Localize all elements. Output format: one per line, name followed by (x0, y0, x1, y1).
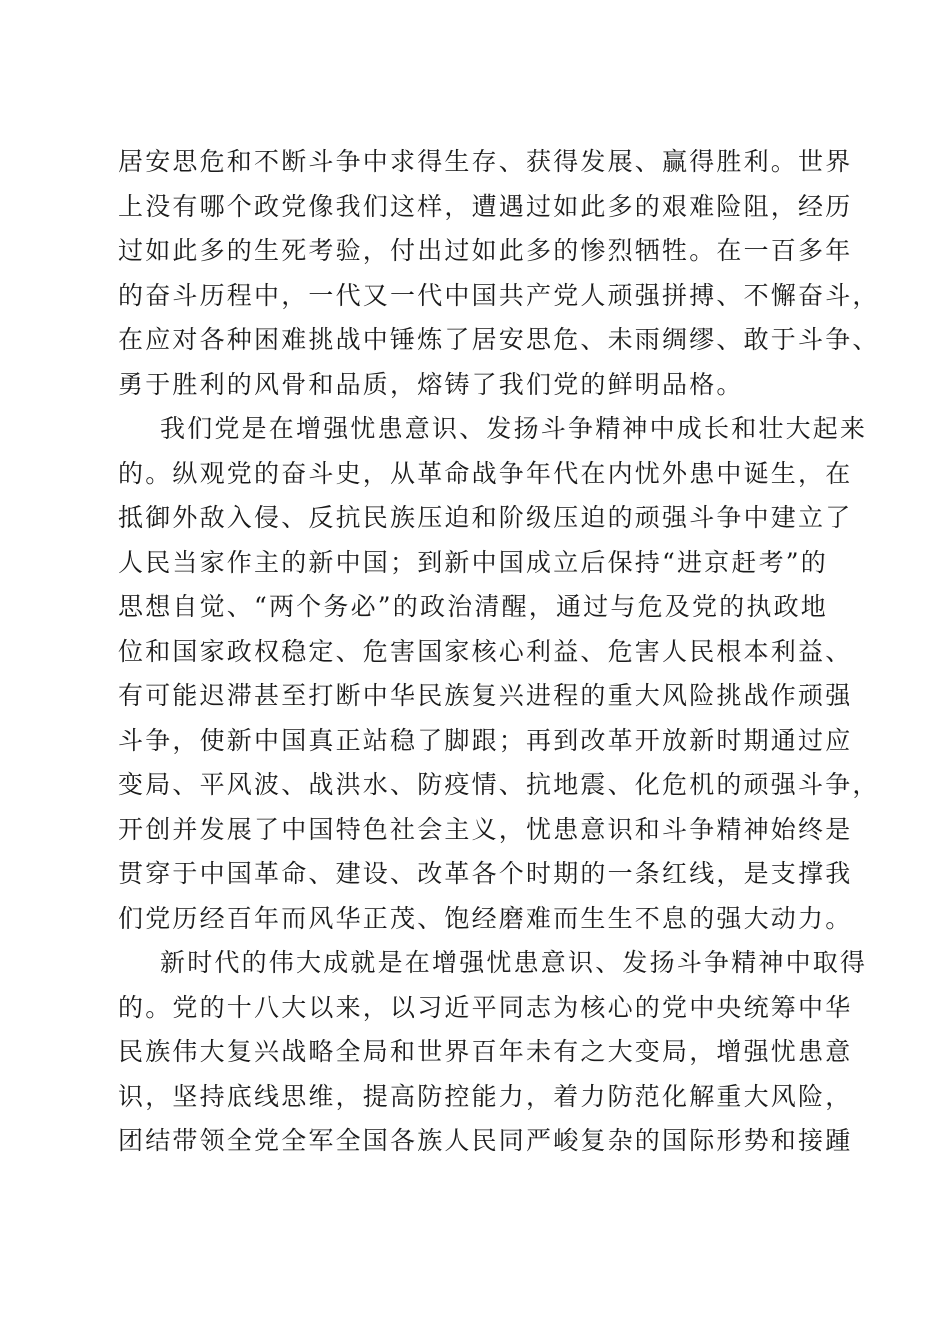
text-line: 思想自觉、“两个务必”的政治清醒，通过与危及党的执政地 (118, 592, 828, 621)
paragraph-2 (118, 407, 880, 941)
text-line: 们党历经百年而风华正茂、饱经磨难而生生不息的强大动力。 (118, 903, 853, 933)
text-line: 识，坚持底线思维，提高防控能力，着力防范化解重大风险， (118, 1081, 853, 1111)
text-line: 贯穿于中国革命、建设、改革各个时期的一条红线，是支撑我 (118, 859, 853, 888)
text-line: 团结带领全党全军全国各族人民同严峻复杂的国际形势和接踵 (118, 1126, 853, 1155)
text-line: 的。纵观党的奋斗史，从革命战争年代在内忧外患中诞生，在 (118, 458, 853, 488)
text-line: 民族伟大复兴战略全局和世界百年未有之大变局，增强忧患意 (118, 1037, 853, 1066)
text-line: 在应对各种困难挑战中锤炼了居安思危、未雨绸缪、敢于斗争、 (118, 325, 880, 354)
text-line: 过如此多的生死考验，付出过如此多的惨烈牺牲。在一百多年 (118, 236, 853, 265)
text-line: 变局、平风波、战洪水、防疫情、抗地震、化危机的顽强斗争， (118, 770, 880, 799)
text-line: 斗争，使新中国真正站稳了脚跟；再到改革开放新时期通过应 (118, 725, 853, 755)
text-line: 勇于胜利的风骨和品质，熔铸了我们党的鲜明品格。 (118, 369, 744, 399)
text-line: 抵御外敌入侵、反抗民族压迫和阶级压迫的顽强斗争中建立了 (118, 503, 853, 532)
paragraph-3 (118, 941, 868, 1164)
text-line: 居安思危和不断斗争中求得生存、获得发展、赢得胜利。世界 (118, 147, 853, 176)
text-line: 上没有哪个政党像我们这样，遭遇过如此多的艰难险阻，经历 (118, 191, 853, 221)
text-line: 有可能迟滞甚至打断中华民族复兴进程的重大风险挑战作顽强 (118, 681, 853, 710)
text-line: 人民当家作主的新中国；到新中国成立后保持“进京赶考”的 (118, 547, 828, 577)
text-line: 开创并发展了中国特色社会主义，忧患意识和斗争精神始终是 (118, 814, 853, 844)
text-line: 位和国家政权稳定、危害国家核心利益、危害人民根本利益、 (118, 636, 853, 666)
paragraph-1 (118, 140, 880, 407)
body-text (118, 140, 880, 1164)
text-line: 新时代的伟大成就是在增强忧患意识、发扬斗争精神中取得 (160, 948, 868, 977)
text-line: 我们党是在增强忧患意识、发扬斗争精神中成长和壮大起来 (160, 414, 868, 443)
text-line: 的。党的十八大以来，以习近平同志为核心的党中央统筹中华 (118, 992, 853, 1022)
text-line: 的奋斗历程中，一代又一代中国共产党人顽强拼搏、不懈奋斗， (118, 280, 880, 310)
